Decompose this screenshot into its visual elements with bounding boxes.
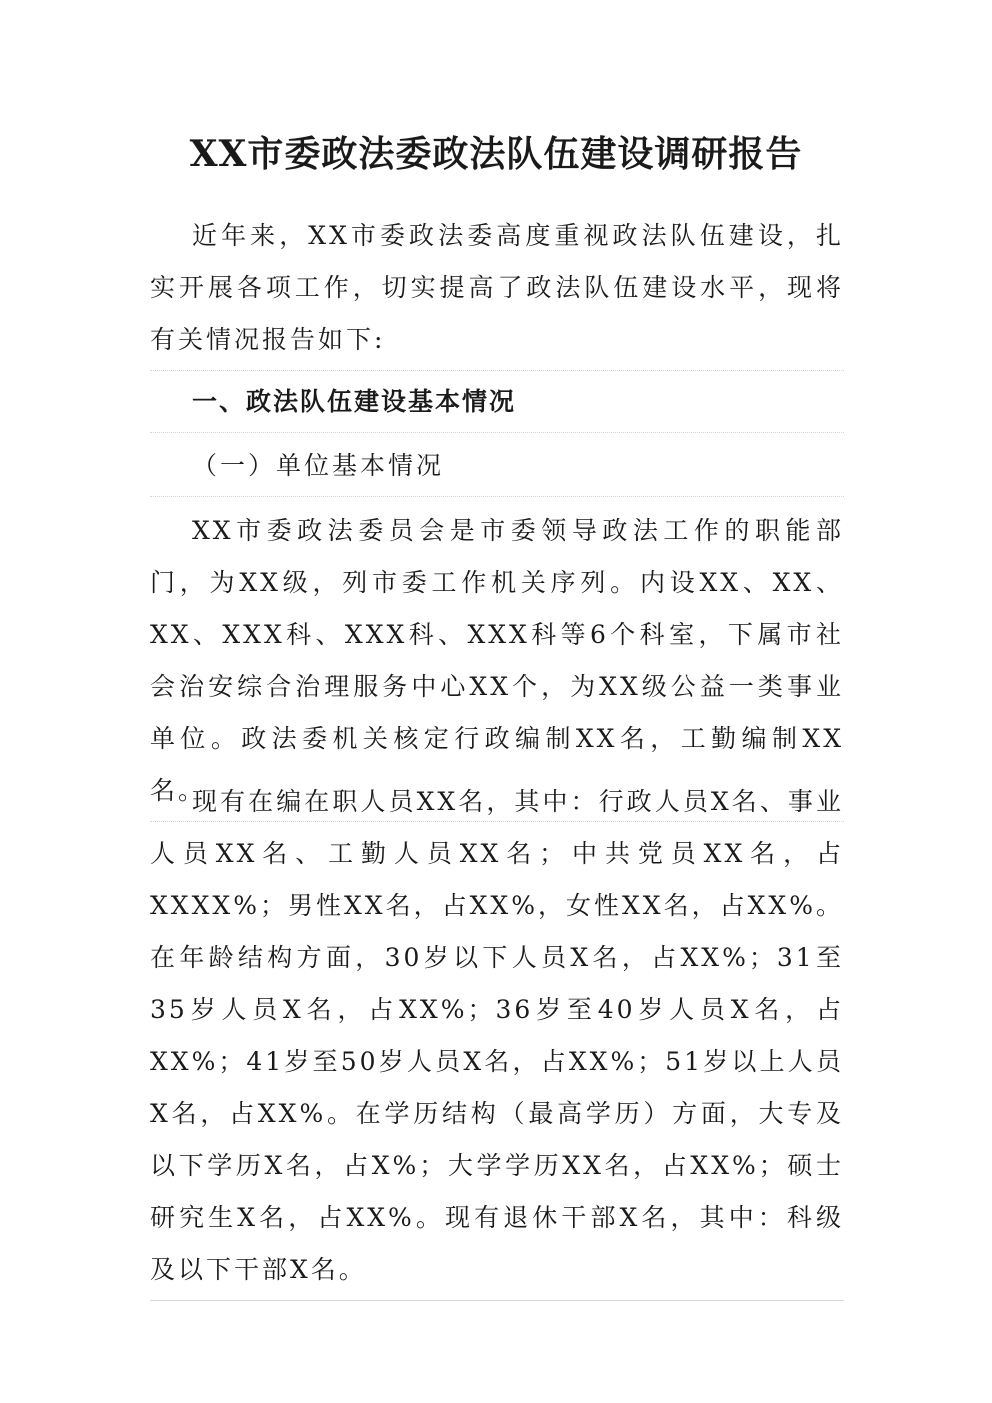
unit-overview-paragraph: XX市委政法委员会是市委领导政法工作的职能部门，为XX级，列市委工作机关序列。内设XX、XX、XX、XXX科、XXX科、XXX科等6个科室，下属市社会治安综合治理服务中心XX个，为XX级公益一类事业单位。政法委机关核定行政编制XX名，工勤编制XX名。	[150, 505, 844, 822]
intro-paragraph: 近年来，XX市委政法委高度重视政法队伍建设，扎实开展各项工作，切实提高了政法队伍建设水平，现将有关情况报告如下:	[150, 210, 844, 371]
subsection-heading: （一）单位基本情况	[150, 440, 844, 497]
section-heading: 一、政法队伍建设基本情况	[150, 376, 844, 433]
staff-composition-paragraph: 现有在编在职人员XX名，其中：行政人员X名、事业人员XX名、工勤人员XX名；中共党员XX名，占XXXX%；男性XX名，占XX%，女性XX名，占XX%。在年龄结构方面，30岁以下人员X名，占XX%；31至35岁人员X名，占XX%；36岁至40岁人员X名，占XX%；41岁至50岁人员X名，占XX%；51岁以上人员X名，占XX%。在学历结构（最高学历）方面，大专及以下学历X名，占X%；大学学历XX名，占XX%；硕士研究生X名，占XX%。现有退休干部X名，其中：科级及以下干部X名。	[150, 776, 844, 1301]
document-title: XX市委政法委政法队伍建设调研报告	[189, 133, 803, 175]
